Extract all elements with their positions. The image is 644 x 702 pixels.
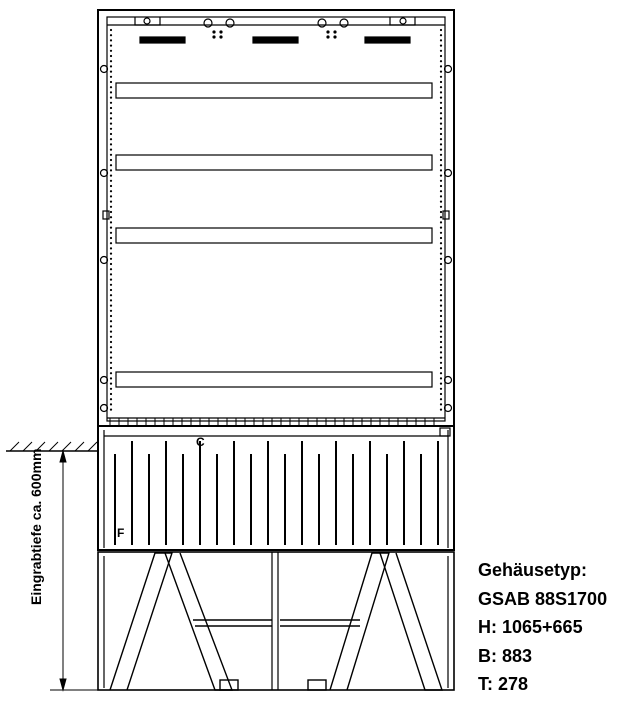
din-rail-1 xyxy=(116,83,432,98)
side-screws xyxy=(101,66,452,412)
right-perforation-strip xyxy=(440,29,442,411)
top-slot-center xyxy=(253,37,298,43)
spec-block xyxy=(478,556,640,699)
bottom-edge-teeth xyxy=(110,418,434,426)
depth-dimension xyxy=(50,451,98,690)
marker-f: F xyxy=(117,526,125,540)
din-rail-4 xyxy=(116,372,432,387)
spec-height: H: 1065+665 xyxy=(478,617,583,637)
top-hinge-right xyxy=(390,17,415,25)
top-bolt-2 xyxy=(226,19,234,27)
marker-c: C xyxy=(196,435,205,449)
lower-cabinet xyxy=(98,426,454,550)
cabinet-base xyxy=(98,552,454,690)
upper-cabinet-inner-frame xyxy=(107,17,445,421)
lower-cabinet-outline xyxy=(98,426,454,550)
top-bolt-3 xyxy=(318,19,326,27)
ground-hatching xyxy=(10,442,97,451)
spec-housing-type-label: Gehäusetyp: xyxy=(478,560,588,580)
ground-line xyxy=(6,442,98,451)
base-brace-right xyxy=(280,553,442,690)
din-rail-2 xyxy=(116,155,432,170)
spec-model: GSAB 88S1700 xyxy=(478,588,608,609)
top-slot-left xyxy=(140,37,185,43)
top-slot-right xyxy=(365,37,410,43)
spec-width: B: 883 xyxy=(478,645,533,666)
spec-depth: T: 278 xyxy=(478,674,529,694)
depth-dimension-label: Eingrabtiefe ca. 600mm xyxy=(28,448,44,605)
upper-cabinet xyxy=(98,10,454,426)
left-perforation-strip xyxy=(110,29,112,411)
base-brace-left xyxy=(110,553,272,690)
top-bolt-4 xyxy=(340,19,348,27)
top-bolt-1 xyxy=(204,19,212,27)
din-rail-3 xyxy=(116,228,432,243)
ventilation-slots xyxy=(115,441,438,545)
upper-cabinet-outline xyxy=(98,10,454,426)
top-hinge-left xyxy=(135,17,160,25)
base-outline xyxy=(98,552,454,690)
